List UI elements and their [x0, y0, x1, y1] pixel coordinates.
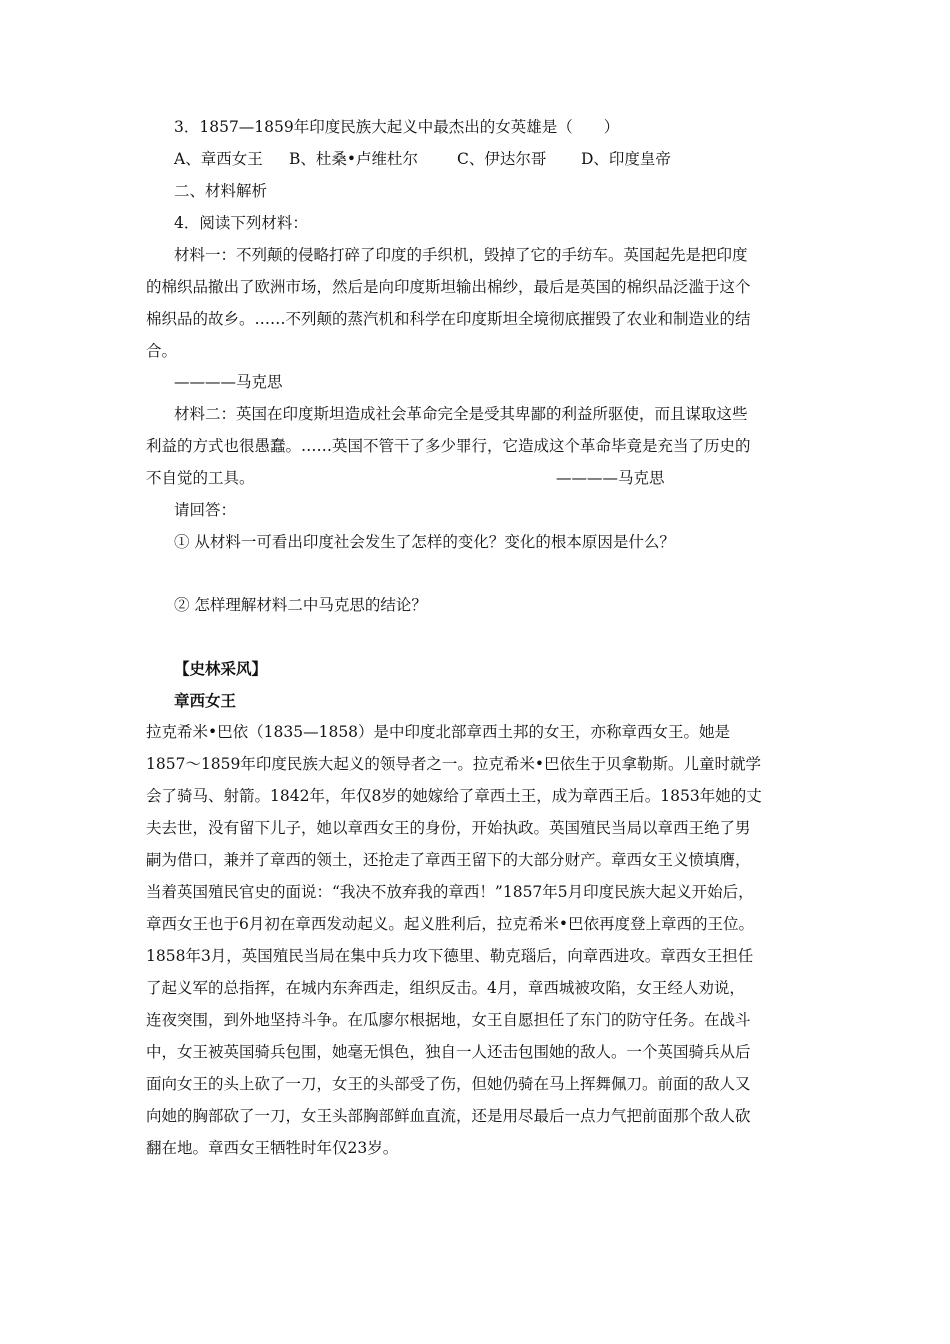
option-b: B、杜桑•卢维杜尔: [289, 150, 419, 168]
option-d: D、印度皇帝: [581, 150, 671, 168]
article-line: 了起义军的总指挥，在城内东奔西走，组织反击。4月，章西城被攻陷，女王经人劝说，: [146, 979, 745, 997]
question-3-options: [174, 149, 671, 169]
article-line: 会了骑马、射箭。1842年，年仅8岁的她嫁给了章西土王，成为章西王后。1853年她的丈: [146, 787, 762, 805]
article-line: 连夜突围，到外地坚持斗争。在瓜廖尔根据地，女王自愿担任了东门的防守任务。在战斗: [146, 1011, 751, 1029]
article-line: 拉克希米•巴依（1835—1858）是中印度北部章西土邦的女王，亦称章西女王。她是: [146, 723, 731, 741]
material-2-line: 材料二：英国在印度斯坦造成社会革命完全是受其卑鄙的利益所驱使，而且谋取这些: [174, 405, 748, 423]
article-line: 翻在地。章西女王牺牲时年仅23岁。: [146, 1139, 399, 1157]
material-1-attribution: ————马克思: [174, 373, 283, 391]
material-1-line: 合。: [146, 342, 178, 360]
material-1-line: 的棉织品撤出了欧洲市场，然后是向印度斯坦输出棉纱，最后是英国的棉织品泛滥于这个: [146, 278, 751, 296]
sub-question-1: ① 从材料一可看出印度社会发生了怎样的变化？变化的根本原因是什么？: [174, 533, 675, 551]
article-line: 1857～1859年印度民族大起义的领导者之一。拉克希米•巴依生于贝拿勒斯。儿童时就学: [146, 755, 762, 773]
article-title: 章西女王: [174, 692, 237, 710]
question-4-stem: 4．阅读下列材料：: [174, 214, 308, 232]
material-2-attribution: ————马克思: [556, 469, 665, 487]
material-2-line: 不自觉的工具。: [146, 469, 255, 487]
article-line: 中，女王被英国骑兵包围，她毫无惧色，独自一人还击包围她的敌人。一个英国骑兵从后: [146, 1043, 751, 1061]
article-line: 嗣为借口，兼并了章西的领土，还抢走了章西王留下的大部分财产。章西女王义愤填膺，: [146, 851, 751, 869]
article-line: 章西女王也于6月初在章西发动起义。起义胜利后，拉克希米•巴依再度登上章西的王位。: [146, 915, 755, 933]
answer-prompt: 请回答：: [174, 501, 237, 519]
sub-question-2: ② 怎样理解材料二中马克思的结论？: [174, 596, 427, 614]
material-1-line: 材料一：不列颠的侵略打碎了印度的手织机，毁掉了它的手纺车。英国起先是把印度: [174, 246, 748, 264]
material-1-line: 棉织品的故乡。……不列颠的蒸汽机和科学在印度斯坦全境彻底摧毁了农业和制造业的结: [146, 310, 751, 328]
article-line: 1858年3月，英国殖民当局在集中兵力攻下德里、勒克瑙后，向章西进攻。章西女王担任: [146, 947, 754, 965]
question-3-stem: 3．1857—1859年印度民族大起义中最杰出的女英雄是（ ）: [174, 118, 620, 136]
option-a: A、章西女王: [174, 150, 263, 168]
material-2-line: 利益的方式也很愚蠢。……英国不管干了多少罪行，它造成这个革命毕竟是充当了历史的: [146, 437, 751, 455]
article-line: 向她的胸部砍了一刀，女王头部胸部鲜血直流，还是用尽最后一点力气把前面那个敌人砍: [146, 1107, 751, 1125]
article-line: 夫去世，没有留下儿子，她以章西女王的身份，开始执政。英国殖民当局以章西王绝了男: [146, 819, 751, 837]
article-line: 当着英国殖民官史的面说：“我决不放弃我的章西！”1857年5月印度民族大起义开始后，: [146, 883, 754, 901]
history-section-title: 【史林采风】: [174, 660, 268, 678]
article-line: 面向女王的头上砍了一刀，女王的头部受了伤，但她仍骑在马上挥舞佩刀。前面的敌人又: [146, 1075, 751, 1093]
section-heading-material-analysis: 二、材料解析: [174, 182, 268, 200]
option-c: C、伊达尔哥: [457, 150, 547, 168]
